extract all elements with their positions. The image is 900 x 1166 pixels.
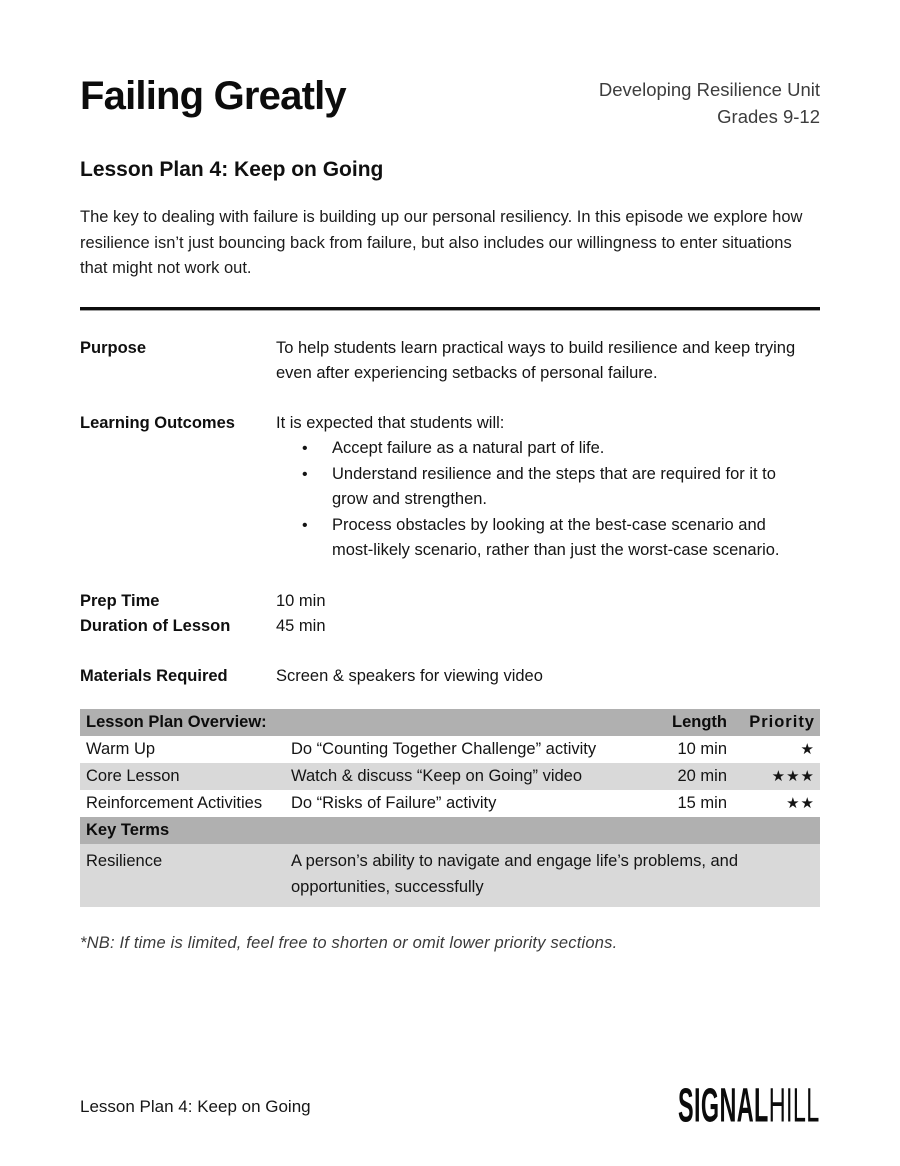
duration-row xyxy=(80,614,820,640)
activity-description: Watch & discuss “Keep on Going” video xyxy=(291,767,583,785)
activity-name: Warm Up xyxy=(86,740,156,758)
activity-description: Do “Counting Together Challenge” activity xyxy=(291,740,597,758)
materials-value: Screen & speakers for viewing video xyxy=(276,666,543,685)
lesson-details xyxy=(80,336,820,690)
priority-stars: ★★★ xyxy=(771,768,815,785)
activity-name: Core Lesson xyxy=(86,767,180,785)
lesson-heading: Lesson Plan 4: Keep on Going xyxy=(80,158,384,181)
activity-description: Do “Risks of Failure” activity xyxy=(291,794,497,812)
unit-name: Developing Resilience Unit xyxy=(598,79,820,100)
learning-outcomes-label: Learning Outcomes xyxy=(80,413,235,432)
learning-outcomes-row xyxy=(80,411,820,564)
nb-footnote: *NB: If time is limited, feel free to shorten or omit lower priority sections. xyxy=(80,934,618,952)
purpose-text: To help students learn practical ways to build resilience and keep trying even after experiencing setbacks of personal failure. xyxy=(276,338,796,382)
lesson-overview-table xyxy=(80,709,820,907)
learning-outcomes-lead: It is expected that students will: xyxy=(276,413,505,432)
logo-hill-text: HILL xyxy=(769,1079,820,1133)
learning-outcomes-list xyxy=(276,436,820,564)
key-terms-header: Key Terms xyxy=(86,821,170,839)
logo-signal-text: SIGNAL xyxy=(678,1079,770,1133)
outcome-item xyxy=(276,436,820,462)
activity-name: Reinforcement Activities xyxy=(86,794,263,812)
table-row xyxy=(80,736,820,763)
purpose-label: Purpose xyxy=(80,338,147,357)
document-header xyxy=(80,0,820,130)
activity-length: 15 min xyxy=(677,794,727,812)
signal-hill-logo xyxy=(678,1079,820,1133)
footer-page-label: Lesson Plan 4: Keep on Going xyxy=(80,1097,311,1116)
priority-stars: ★ xyxy=(800,741,815,758)
prep-time-label: Prep Time xyxy=(80,591,160,610)
key-term-definition xyxy=(285,844,820,907)
key-term-definition-text: A person’s ability to navigate and engage life’s problems, and opportunities, successfully xyxy=(291,852,739,896)
activity-length: 20 min xyxy=(677,767,727,785)
length-column-header: Length xyxy=(672,713,727,731)
overview-header-title: Lesson Plan Overview: xyxy=(86,713,267,731)
key-terms-header-row xyxy=(80,817,820,844)
learning-outcomes-content xyxy=(276,411,820,564)
priority-stars: ★★ xyxy=(786,795,815,812)
prep-time-value: 10 min xyxy=(276,591,326,610)
outcome-item-text: Accept failure as a natural part of life. xyxy=(332,439,605,457)
key-term-name: Resilience xyxy=(86,852,163,870)
purpose-row xyxy=(80,336,820,387)
table-row xyxy=(80,763,820,790)
outcome-item-text: Process obstacles by looking at the best-case scenario and most-likely scenario, rather than just the worst-case scenario. xyxy=(332,515,780,559)
section-divider xyxy=(80,307,820,311)
materials-row xyxy=(80,664,820,690)
priority-column-header: Priority xyxy=(749,713,815,731)
outcome-item xyxy=(276,513,820,564)
prep-time-row xyxy=(80,589,820,615)
unit-info xyxy=(599,76,820,130)
overview-header-row xyxy=(80,709,820,736)
table-row xyxy=(80,790,820,817)
outcome-item-text: Understand resilience and the steps that are required for it to grow and strengthen. xyxy=(332,464,776,508)
intro-paragraph: The key to dealing with failure is building up our personal resiliency. In this episode we explore how resilience isn’t just bouncing back from failure, but also includes our willingness to enter situations that might not work out. xyxy=(80,208,803,277)
duration-label: Duration of Lesson xyxy=(80,617,231,635)
document-title: Failing Greatly xyxy=(80,74,346,118)
key-term-row xyxy=(80,844,820,907)
materials-label: Materials Required xyxy=(80,666,228,685)
outcome-item xyxy=(276,462,820,513)
grade-range: Grades 9-12 xyxy=(717,106,820,127)
activity-length: 10 min xyxy=(677,740,727,758)
duration-value: 45 min xyxy=(276,617,326,635)
document-footer xyxy=(80,1078,820,1136)
